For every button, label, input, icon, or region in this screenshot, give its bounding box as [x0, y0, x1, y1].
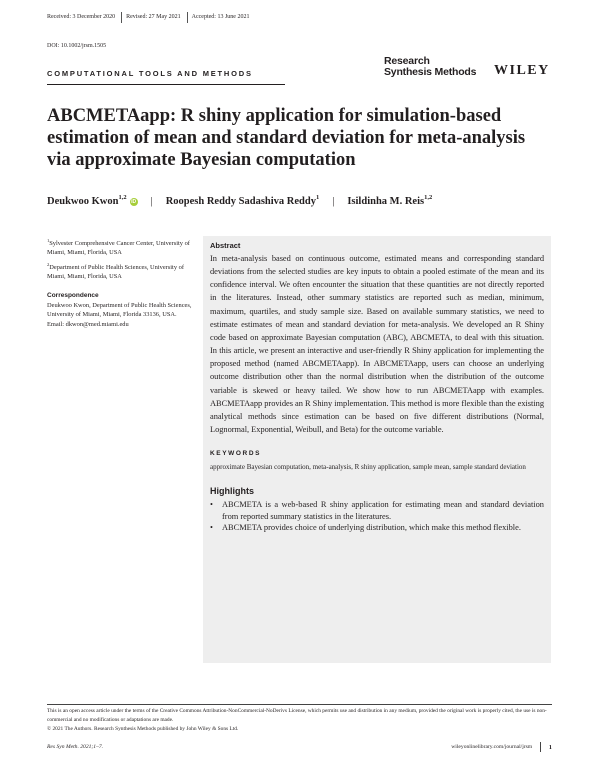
author-affiliation-ref: 1,2 — [118, 194, 127, 201]
received-date: Received: 3 December 2020 — [47, 12, 122, 23]
affiliations-column — [47, 236, 197, 329]
footer-divider — [540, 742, 541, 752]
highlight-item: • ABCMETA is a web-based R shiny application for estimating mean and standard deviation from reported summary statistics in the literatures. — [210, 499, 544, 522]
highlights-list — [210, 499, 544, 534]
license-text: This is an open access article under the terms of the Creative Commons Attribution-NonCommercial-NoDerivs License, which permits use and distribution in any medium, provided the original work is properly cited, the use is non-commercial and no modifications or adaptations are made. — [47, 708, 547, 723]
section-rule — [47, 84, 285, 85]
footer-right — [451, 742, 552, 752]
revised-date: Revised: 27 May 2021 — [126, 12, 188, 23]
copyright-text: © 2021 The Authors. Research Synthesis Methods published by John Wiley & Sons Ltd. — [47, 726, 239, 732]
page-number: 1 — [548, 743, 552, 751]
journal-logo-line2: Synthesis Methods — [384, 66, 477, 78]
author-name: Roopesh Reddy Sadashiva Reddy — [165, 196, 316, 207]
article-title: ABCMETAapp: R shiny application for simulation-based estimation of mean and standard deviation for meta-analysis via approximate Bayesian computation — [47, 106, 526, 170]
affiliation-number: 1 — [47, 238, 50, 243]
journal-url[interactable]: wileyonlinelibrary.com/journal/jrsm — [451, 744, 533, 750]
highlight-item: • ABCMETA provides choice of underlying distribution, which make this method flexible. — [210, 522, 544, 534]
author-list — [47, 196, 432, 207]
affiliation-number: 2 — [47, 261, 50, 267]
publisher-logo: WILEY — [494, 63, 550, 78]
author-name: Isildinha M. Reis — [347, 196, 425, 207]
author-affiliation-ref: 1,2 — [424, 194, 433, 201]
affiliation-text: Department of Public Health Sciences, University of Miami, Miami, Florida, USA — [47, 263, 184, 280]
highlights-heading: Highlights — [210, 486, 254, 497]
journal-logo-line1: Research — [384, 55, 430, 67]
keywords-heading: KEYWORDS — [210, 450, 262, 458]
affiliation-1 — [47, 236, 197, 258]
author-3[interactable] — [347, 196, 432, 207]
affiliation-text: Sylvester Comprehensive Cancer Center, University of Miami, Miami, Florida, USA — [47, 240, 190, 257]
author-name: Deukwoo Kwon — [47, 196, 119, 207]
footer-rule — [47, 704, 552, 705]
orcid-icon[interactable]: iD — [131, 198, 137, 205]
author-1[interactable] — [47, 196, 127, 207]
correspondence-text: Deukwoo Kwon, Department of Public Health Sciences, University of Miami, Miami, Florida 33136, USA. — [47, 302, 192, 319]
doi[interactable]: DOI: 10.1002/jrsm.1505 — [47, 43, 107, 49]
abstract-panel — [203, 236, 551, 663]
accepted-date: Accepted: 13 June 2021 — [191, 14, 250, 20]
article-dates — [47, 12, 259, 23]
journal-citation: Res Syn Meth. 2021;1–7. — [47, 744, 104, 750]
journal-logo — [384, 56, 476, 78]
correspondence-email[interactable]: Email: dkwon@med.miami.edu — [47, 320, 129, 328]
abstract-text: In meta-analysis based on continuous outcome, estimated means and corresponding standard deviations from the selected studies are key inputs to obtain a pooled estimate of the mean and its confidence interval. We often encounter the situation that these quantities are not directly reported in the literatures. Instead, other summary statistics are reported such as median, minimum, maximum, quartiles, and study sample size. Based on available summary statistics, we need to estimate estimates of mean and standard deviation for meta-analysis. We developed an R Shiny code based on approximate Bayesian computation (ABC), ABCMETA, to deal with this situation. In this article, we present an interactive and user-friendly R Shiny application for implementing the proposed method (named ABCMETAapp). In ABCMETAapp, users can choose an underlying outcome distribution other than the normal distribution when the distribution of the outcome variable is skewed or heavy tailed. We show how to run ABCMETAapp with examples. ABCMETAapp provides an R Shiny implementation. This method is more flexible than the existing analytical methods since estimation can be based on five different distributions (Normal, Lognormal, Exponential, Weibull, and Beta) for the outcome variable. — [210, 254, 544, 435]
affiliation-2 — [47, 260, 197, 282]
author-separator: | — [332, 196, 335, 207]
page-footer — [47, 742, 552, 752]
author-2[interactable] — [166, 196, 320, 207]
author-affiliation-ref: 1 — [315, 194, 320, 201]
abstract-heading: Abstract — [210, 241, 241, 250]
author-separator: | — [150, 196, 153, 207]
keywords-text: approximate Bayesian computation, meta-analysis, R shiny application, sample mean, sample standard deviation — [210, 463, 526, 472]
correspondence-heading: Correspondence — [47, 292, 99, 300]
section-label: COMPUTATIONAL TOOLS AND METHODS — [47, 69, 253, 78]
license-notice — [47, 707, 552, 734]
